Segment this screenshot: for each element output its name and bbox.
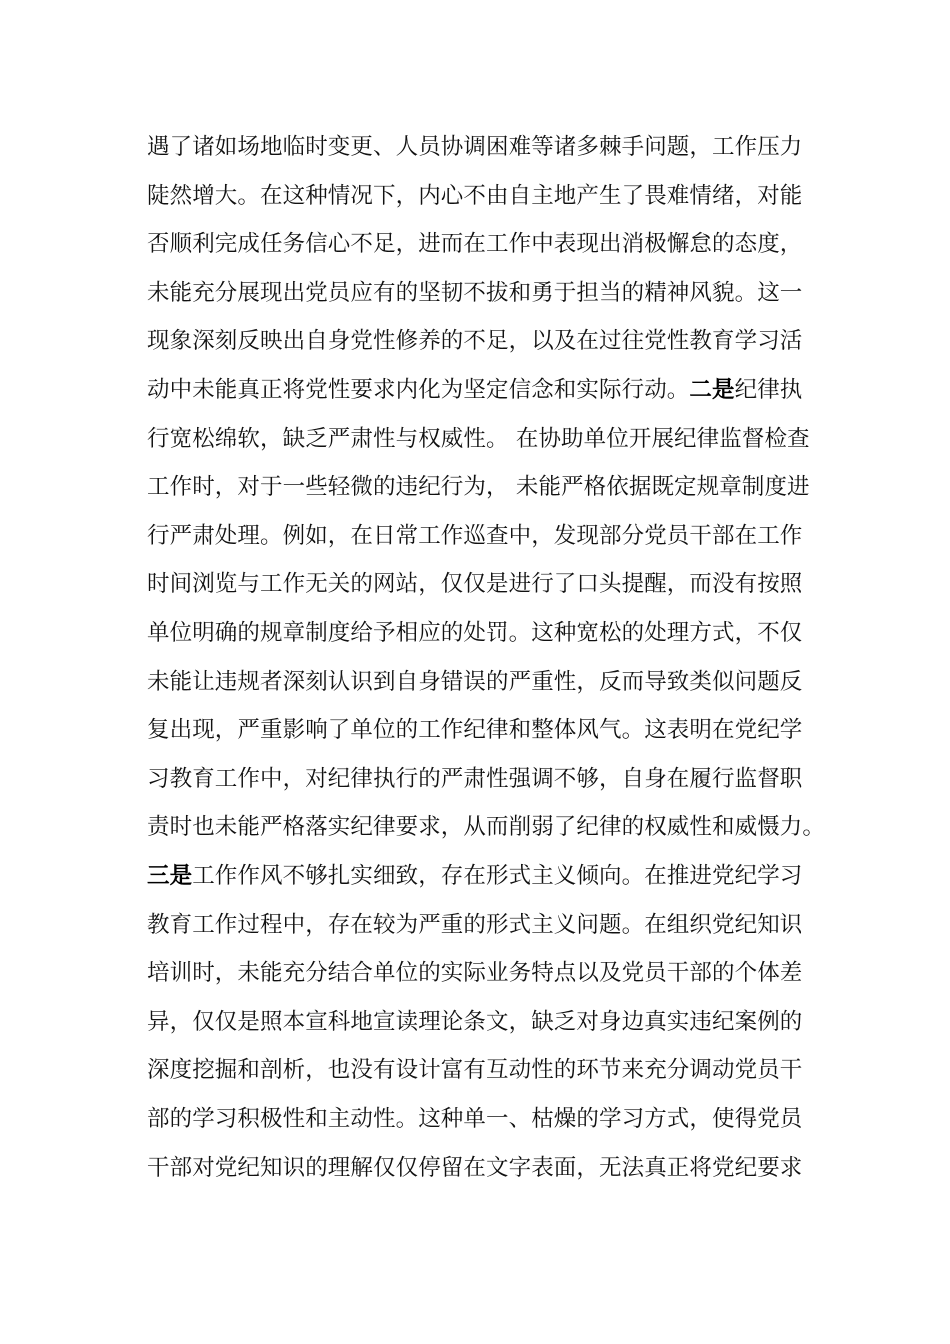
text-line — [147, 909, 802, 941]
text-run: 行严肃处理。例如，在日常工作巡查中，发现部分党员干部在工作 — [147, 522, 803, 549]
text-run: 动中未能真正将党性要求内化为坚定信念和实际行动。 — [147, 377, 690, 403]
text-line — [147, 131, 802, 163]
text-run: 陡然增大。在这种情况下，内心不由自主地产生了畏难情绪，对能 — [147, 182, 803, 209]
text-run: 培训时，未能充分结合单位的实际业务特点以及党员干部的个体差 — [147, 960, 803, 987]
bold-text-run: 三是 — [147, 863, 193, 889]
text-run: 未能充分展现出党员应有的坚韧不拔和勇于担当的精神风貌。这一 — [147, 279, 803, 306]
text-line — [147, 423, 810, 455]
text-run: 否顺利完成任务信心不足，进而在工作中表现出消极懈怠的态度， — [147, 231, 803, 258]
text-run: 单位明确的规章制度给予相应的处罚。这种宽松的处理方式，不仅 — [147, 620, 803, 646]
text-run: 部的学习积极性和主动性。这种单一、枯燥的学习方式，使得党员 — [147, 1106, 803, 1132]
text-run: 深度挖掘和剖析，也没有设计富有互动性的环节来充分调动党员干 — [147, 1057, 803, 1084]
text-line — [147, 617, 802, 649]
text-run: 复出现，严重影响了单位的工作纪律和整体风气。这表明在党纪学 — [147, 717, 803, 744]
text-run: 习教育工作中，对纪律执行的严肃性强调不够，自身在履行监督职 — [147, 765, 803, 792]
text-line — [147, 471, 810, 503]
text-line — [147, 1152, 802, 1184]
text-run: 工作时，对于一些轻微的违纪行为， 未能严格依据既定规章制度进 — [147, 474, 810, 501]
text-run: 工作作风不够扎实细致，存在形式主义倾向。在推进党纪学习 — [192, 863, 803, 889]
text-run: 教育工作过程中，存在较为严重的形式主义问题。在组织党纪知识 — [147, 911, 803, 938]
text-run: 遇了诸如场地临时变更、人员协调困难等诸多棘手问题，工作压力 — [147, 134, 803, 160]
text-line — [147, 325, 802, 357]
text-line — [147, 763, 802, 795]
text-line — [147, 714, 802, 746]
text-run: 未能让违规者深刻认识到自身错误的严重性，反而导致类似问题反 — [147, 668, 803, 695]
bold-text-run: 二是 — [689, 377, 735, 403]
text-run: 异，仅仅是照本宣科地宣读理论条文，缺乏对身边真实违纪案例的 — [147, 1008, 803, 1035]
text-line — [147, 180, 802, 212]
text-line — [147, 374, 802, 406]
text-line — [147, 1103, 802, 1135]
text-line — [147, 1054, 802, 1086]
text-line — [147, 228, 802, 260]
text-line — [147, 957, 802, 989]
text-line — [147, 277, 802, 309]
text-line — [147, 568, 802, 600]
text-run: 责时也未能严格落实纪律要求，从而削弱了纪律的权威性和威慑力。 — [147, 814, 826, 841]
text-run: 纪律执 — [734, 377, 803, 403]
text-run: 干部对党纪知识的理解仅仅停留在文字表面，无法真正将党纪要求 — [147, 1154, 803, 1181]
text-run: 时间浏览与工作无关的网站，仅仅是进行了口头提醒，而没有按照 — [147, 571, 803, 598]
text-line — [147, 520, 802, 552]
text-line — [147, 860, 802, 892]
text-run: 行宽松绵软，缺乏严肃性与权威性。 在协助单位开展纪律监督检查 — [147, 425, 810, 452]
text-run: 现象深刻反映出自身党性修养的不足，以及在过往党性教育学习活 — [147, 328, 803, 355]
text-line — [147, 811, 825, 843]
text-line — [147, 666, 802, 698]
text-line — [147, 1006, 802, 1038]
